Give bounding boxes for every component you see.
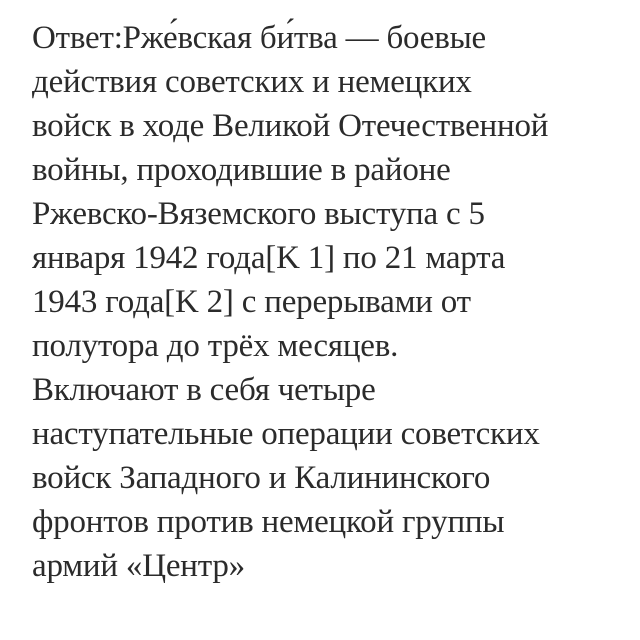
text-line: Ржевско-Вяземского выступа с 5 bbox=[32, 196, 485, 232]
text-line: Ответ:Рже́вская би́тва — боевые bbox=[32, 20, 486, 56]
text-line: войск Западного и Калининского bbox=[32, 460, 491, 496]
text-line: наступательные операции советских bbox=[32, 416, 540, 452]
text-line: войны, проходившие в районе bbox=[32, 152, 451, 188]
text-line: войск в ходе Великой Отечественной bbox=[32, 108, 549, 144]
text-line: Включают в себя четыре bbox=[32, 372, 376, 408]
text-line: полутора до трёх месяцев. bbox=[32, 328, 399, 364]
text-line: января 1942 года[K 1] по 21 марта bbox=[32, 240, 506, 276]
text-line: 1943 года[K 2] с перерывами от bbox=[32, 284, 471, 320]
text-line: фронтов против немецкой группы bbox=[32, 504, 505, 540]
text-line: армий «Центр» bbox=[32, 548, 245, 584]
text-line: действия советских и немецких bbox=[32, 64, 472, 100]
